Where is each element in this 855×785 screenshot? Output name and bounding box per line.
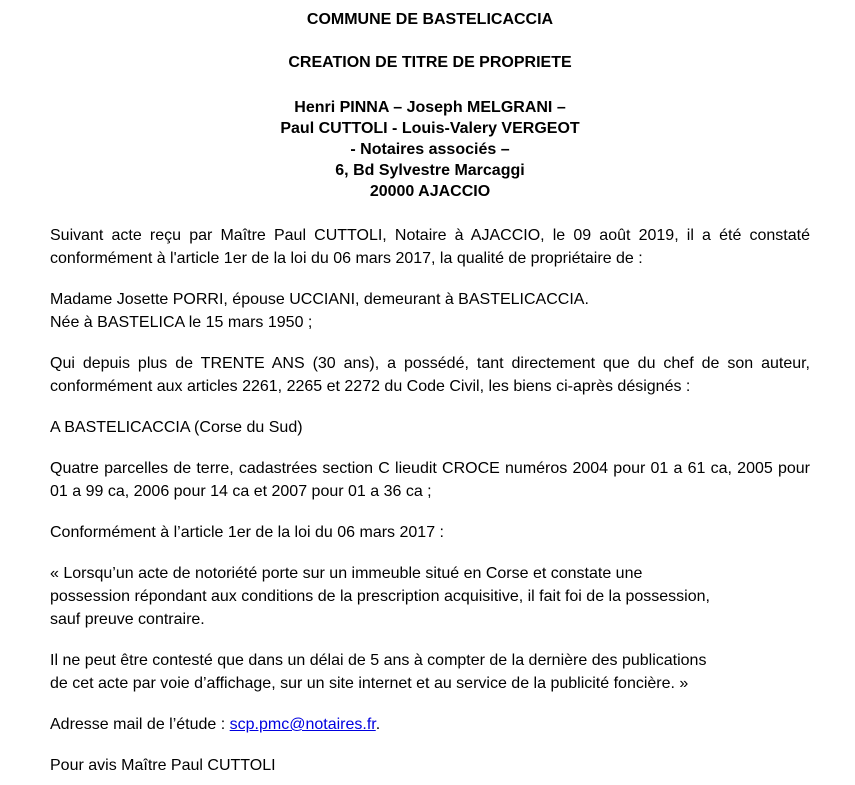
para-commune-location: A BASTELICACCIA (Corse du Sud) xyxy=(50,419,303,436)
notaires-associes-line: - Notaires associés – xyxy=(350,141,510,158)
citation-possession-line-1: « Lorsqu’un acte de notoriété porte sur un immeuble situé en Corse et constate une xyxy=(50,565,643,582)
email-link[interactable]: scp.pmc@notaires.fr xyxy=(229,716,376,733)
citation-possession-line-2: possession répondant aux conditions de la prescription acquisitive, il fait foi de la possession, xyxy=(50,588,710,605)
para-citation-delai xyxy=(50,649,810,695)
citation-possession-line-3: sauf preuve contraire. xyxy=(50,611,205,628)
notice-title: CREATION DE TITRE DE PROPRIETE xyxy=(288,54,572,71)
commune-title: COMMUNE DE BASTELICACCIA xyxy=(306,11,554,28)
para-acte-recu: Suivant acte reçu par Maître Paul CUTTOLI, Notaire à AJACCIO, le 09 août 2019, il a été constaté conformément à l'article 1er de la loi du 06 mars 2017, la qualité de propriétaire de : xyxy=(50,227,810,267)
notary-office-block xyxy=(50,97,810,202)
para-citation-possession xyxy=(50,562,810,631)
proprietaire-line-2: Née à BASTELICA le 15 mars 1950 ; xyxy=(50,314,313,331)
email-suffix: . xyxy=(375,716,381,733)
para-loi-reference: Conformément à l’article 1er de la loi du 06 mars 2017 : xyxy=(50,524,444,541)
para-parcelles: Quatre parcelles de terre, cadastrées section C lieudit CROCE numéros 2004 pour 01 a 61 ca, 2005 pour 01 a 99 ca, 2006 pour 14 ca et 2007 pour 01 a 36 ca ; xyxy=(50,460,810,500)
email-label: Adresse mail de l’étude : xyxy=(50,716,230,733)
para-email xyxy=(50,713,810,736)
notary-names-line-1: Henri PINNA – Joseph MELGRANI – xyxy=(294,99,566,116)
office-city-line: 20000 AJACCIO xyxy=(369,183,491,200)
citation-delai-line-1: Il ne peut être contesté que dans un délai de 5 ans à compter de la dernière des publications xyxy=(50,652,707,669)
document-header xyxy=(50,9,810,202)
citation-delai-line-2: de cet acte par voie d’affichage, sur un site internet et au service de la publicité foncière. » xyxy=(50,675,689,692)
proprietaire-line-1: Madame Josette PORRI, épouse UCCIANI, demeurant à BASTELICACCIA. xyxy=(50,291,589,308)
para-possession-trente-ans: Qui depuis plus de TRENTE ANS (30 ans), a possédé, tant directement que du chef de son auteur, conformément aux articles 2261, 2265 et 2272 du Code Civil, les biens ci-après désignés : xyxy=(50,355,810,395)
para-proprietaire xyxy=(50,288,810,334)
para-pour-avis: Pour avis Maître Paul CUTTOLI xyxy=(50,757,276,774)
notary-names-line-2: Paul CUTTOLI - Louis-Valery VERGEOT xyxy=(280,120,580,137)
document-body xyxy=(50,224,810,777)
office-street-line: 6, Bd Sylvestre Marcaggi xyxy=(335,162,525,179)
